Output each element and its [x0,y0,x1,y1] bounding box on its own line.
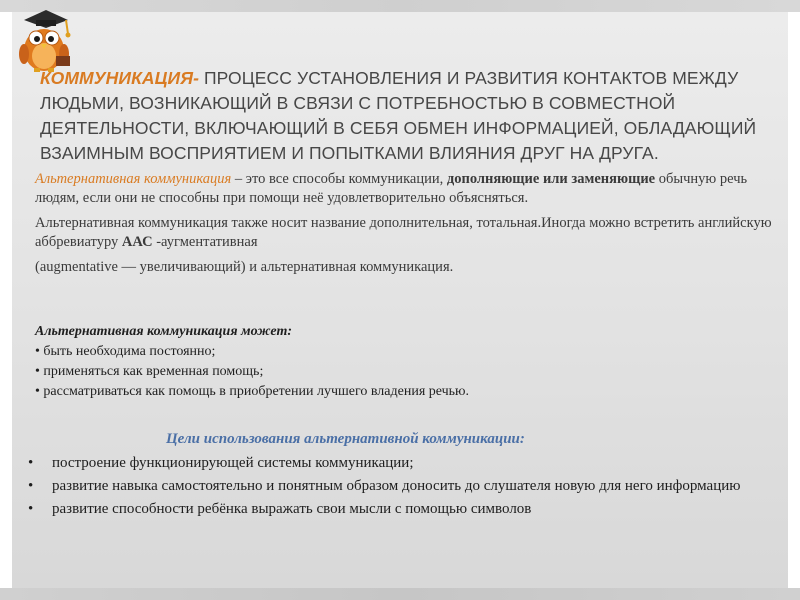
goal-item [28,454,758,473]
definition-bold: дополняющие или заменяющие [446,171,656,187]
owl-graduate-icon [10,6,76,74]
list-item: • рассматриваться как помощь в приобретении лучшего владения речью. [35,384,470,399]
augmentative-paragraph: (augmentative — увеличивающий) и альтернативная коммуникация. [35,259,454,275]
goal-text: построение функционирующей системы коммуникации; [52,455,414,471]
goal-text: развитие способности ребёнка выражать свои мысли с помощью символов [52,501,532,517]
aac-text-a: Альтернативная коммуникация также носит название дополнительная, тотальная.Иногда можно встретить английскую аббревиатуру [35,215,772,250]
title-term: КОММУНИКАЦИЯ- [40,68,199,88]
title-definition: ПРОЦЕСС УСТАНОВЛЕНИЯ И РАЗВИТИЯ КОНТАКТОВ МЕЖДУ ЛЮДЬМИ, ВОЗНИКАЮЩИЙ В СВЯЗИ С ПОТРЕБНОСТЬЮ В СОВМЕСТНОЙ ДЕЯТЕЛЬНОСТИ, ВКЛЮЧАЮЩИЙ В СЕБЯ ОБМЕН ИНФОРМАЦИЕЙ, ОБЛАДАЮЩИЙ ВЗАИМНЫМ ВОСПРИЯТИЕМ И ПОПЫТКАМИ ВЛИЯНИЯ ДРУГ НА ДРУГА. [40,68,757,163]
bullet: • [28,455,34,471]
capabilities-list [35,322,775,402]
goals-list [28,454,758,523]
definition-text-a: – это все способы коммуникации, [231,171,447,187]
aac-bold: ААС [121,234,153,250]
goal-text: развитие навыка самостоятельно и понятным образом доносить до слушателя новую для него информацию [52,478,741,494]
slide-title [40,66,780,166]
aac-paragraph [35,214,780,252]
bullet: • [28,501,34,517]
capabilities-heading: Альтернативная коммуникация может: [35,324,293,339]
bullet: • [28,478,34,494]
bottom-stripe [0,588,800,600]
alt-communication-term: Альтернативная коммуникация [35,171,232,187]
definition-text-b: обычную речь людям, если они не способны при помощи неё удовлетворительно объясняться. [35,171,748,206]
list-item: • применяться как временная помощь; [35,364,264,379]
aac-text-b: -аугментативная [152,234,258,250]
top-stripe [0,0,800,12]
goals-heading: Цели использования альтернативной коммуникации: [166,431,525,447]
definition-block [35,170,780,283]
goal-item [28,477,758,496]
definition-paragraph [35,170,780,208]
list-item: • быть необходима постоянно; [35,344,216,359]
goal-item [28,500,758,519]
